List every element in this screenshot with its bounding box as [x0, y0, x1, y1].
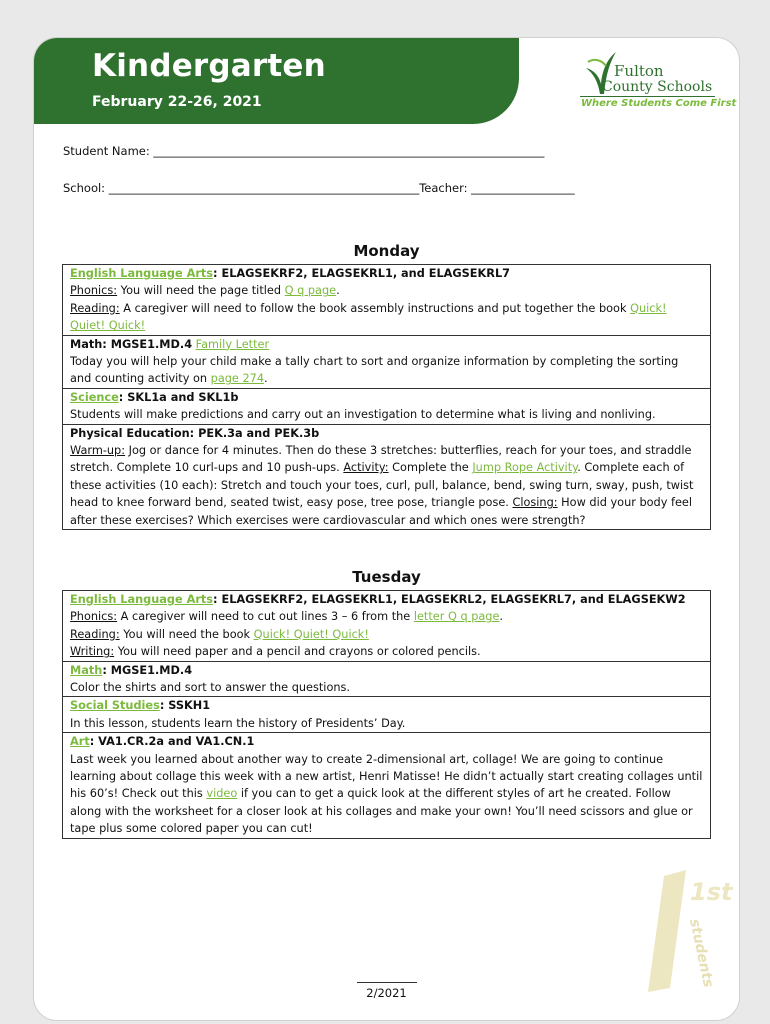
family-letter-link[interactable]: Family Letter: [195, 337, 270, 351]
student-name-field[interactable]: Student Name: ____________________________________________________________________: [63, 144, 545, 158]
tuesday-art-section: Art: VA1.CR.2a and VA1.CN.1 Last week you learned about another way to create 2-dimensional art, collage! We are going to continue learning about collage this week with a new artist, Henri Matisse! He didn’t actually start creating collages until his 60’s! Check out this video if you can to get a quick look at the different styles of art he created. Follow along with the worksheet for a closer look at his collages and make your own! You’ll need scissors and glue or tape plus some colored paper you can cut!: [63, 732, 710, 837]
logo-tagline: Where Students Come First: [581, 98, 737, 109]
logo-line-fulton: Fulton: [614, 62, 664, 80]
school-teacher-field[interactable]: School: ______________________________________________________Teacher: __________________: [63, 181, 575, 195]
monday-science-section: Science: SKL1a and SKL1b Students will make predictions and carry out an investigation to determine what is living and nonliving.: [63, 388, 710, 424]
students-first-watermark: [624, 858, 734, 998]
monday-heading: Monday: [353, 242, 420, 260]
document-page: [33, 37, 740, 1021]
svg-text:1st: 1st: [690, 878, 733, 906]
header-banner: [34, 38, 519, 124]
logo-divider: [580, 96, 715, 97]
page-274-link[interactable]: page 274: [210, 372, 265, 386]
monday-pe-section: Physical Education: PEK.3a and PEK.3b Warm-up: Jog or dance for 4 minutes. Then do these 3 stretches: butterflies, reach for your toes, and straddle stretch. Complete 10 curl-ups and 10 push-ups. Activity: Complete the Jump Rope Activity. Complete each of these activities (10 each): Stretch and touch your toes, curl, pull, balance, bend, swing turn, sway, push, twist head to knee forward bend, seated twist, easy pose, tree pose, triangle pose. Closing: How did your body feel after these exercises? Which exercises were cardiovascular and which ones were strength?: [63, 424, 710, 529]
social-studies-link[interactable]: Social Studies: [70, 699, 160, 713]
tuesday-table: [62, 590, 711, 839]
fulton-county-schools-logo: [580, 48, 737, 116]
page-title: Kindergarten: [92, 48, 326, 84]
tuesday-ela-section: English Language Arts: ELAGSEKRF2, ELAGSEKRL1, ELAGSEKRL2, ELAGSEKRL7, and ELAGSEKW2 Phonics: A caregiver will need to cut out lines 3 – 6 from the letter Q q page. Reading: You will need the book Quick! Quiet! Quick! Writing: You will need paper and a pencil and crayons or colored pencils.: [70, 593, 686, 659]
art-link[interactable]: Art: [70, 735, 90, 749]
logo-line-county-schools: County Schools: [602, 79, 713, 95]
svg-text:students: students: [686, 917, 717, 989]
monday-ela-link[interactable]: English Language Arts: [70, 267, 214, 280]
science-link[interactable]: Science: [70, 390, 119, 404]
letter-q-page-link[interactable]: letter Q q page: [413, 610, 500, 624]
book-link[interactable]: Quick! Quiet! Quick!: [70, 301, 667, 333]
monday-table: [62, 264, 711, 530]
monday-math-section: Math: MGSE1.MD.4 Family Letter Today you will help your child make a tally chart to sort and organize information by completing the sorting and counting activity on page 274.: [63, 335, 710, 388]
q-page-link[interactable]: Q q page: [284, 284, 337, 298]
page-footer: 2/2021: [366, 986, 407, 1000]
footer-rule: [357, 982, 417, 983]
math-link[interactable]: Math: [70, 663, 103, 677]
tuesday-math-section: Math: MGSE1.MD.4 Color the shirts and sort to answer the questions.: [63, 661, 710, 697]
tuesday-book-link[interactable]: Quick! Quiet! Quick!: [253, 627, 369, 641]
tuesday-social-section: Social Studies: SSKH1 In this lesson, students learn the history of Presidents’ Day.: [63, 696, 710, 732]
date-range: February 22-26, 2021: [92, 94, 262, 110]
video-link[interactable]: video: [206, 787, 238, 801]
monday-ela-section: English Language Arts: ELAGSEKRF2, ELAGSEKRL1, and ELAGSEKRL7 Phonics: You will need the page titled Q q page. Reading: A caregiver will need to follow the book assembly instructions and put together the book Quick! Quiet! Quick!: [70, 267, 667, 333]
tuesday-heading: Tuesday: [352, 568, 421, 586]
tuesday-ela-link[interactable]: English Language Arts: [70, 593, 214, 606]
jump-rope-link[interactable]: Jump Rope Activity: [472, 461, 578, 475]
